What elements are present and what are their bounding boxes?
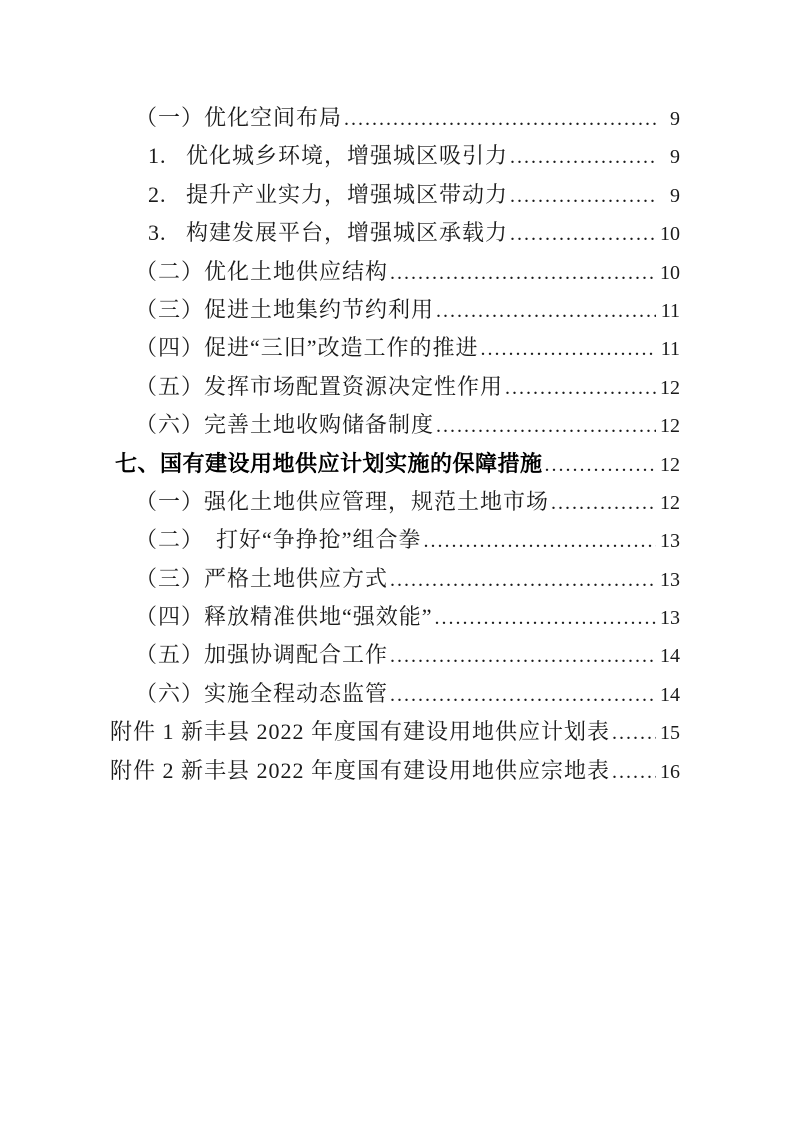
toc-dot-leader (434, 292, 656, 330)
toc-entry-title: （三）促进土地集约节约利用 (135, 296, 435, 322)
toc-dot-leader (508, 177, 656, 215)
toc-entry[interactable] (110, 329, 680, 367)
toc-entry[interactable] (110, 560, 680, 598)
toc-dot-leader (388, 637, 656, 675)
toc-entry[interactable] (110, 214, 680, 252)
toc-dot-leader (388, 561, 656, 599)
toc-entry-title: （一）优化空间布局 (135, 105, 343, 130)
toc-entry-page-number: 12 (660, 415, 680, 438)
toc-entry[interactable] (110, 636, 680, 674)
toc-entry[interactable] (110, 713, 680, 751)
toc-dot-leader (388, 676, 656, 714)
toc-entry-title: （五）发挥市场配置资源决定性作用 (135, 373, 504, 399)
toc-entry-title: （三）严格土地供应方式 (135, 565, 389, 591)
toc-entry[interactable] (110, 675, 680, 713)
toc-entry-page-number: 14 (660, 683, 680, 706)
toc-entry-title: 附件 2 新丰县 2022 年度国有建设用地供应宗地表 (110, 757, 611, 783)
toc-entry-page-number: 12 (660, 376, 680, 399)
toc-entry-page-number: 11 (660, 299, 680, 322)
toc-entry[interactable] (110, 445, 680, 483)
toc-entry-title: 七、国有建设用地供应计划实施的保障措施 (115, 450, 543, 476)
toc-entry-page-number: 15 (660, 722, 680, 745)
toc-entry-page-number: 13 (660, 530, 680, 553)
toc-entry-page-number: 13 (660, 568, 680, 591)
toc-entry[interactable] (110, 406, 680, 444)
toc-entry-title: 1. 优化城乡环境，增强城区吸引力 (148, 143, 509, 169)
toc-entry-title: 附件 1 新丰县 2022 年度国有建设用地供应计划表 (110, 719, 611, 745)
toc-entry-title: 3. 构建发展平台，增强城区承载力 (148, 220, 509, 246)
toc-entry-title: （二） 打好“争挣抢”组合拳 (135, 527, 422, 553)
toc-dot-leader (610, 753, 656, 791)
toc-dot-leader (422, 522, 656, 560)
toc-entry-page-number: 9 (670, 146, 680, 169)
toc-dot-leader (433, 599, 656, 637)
toc-entry-title: （二）优化土地供应结构 (135, 258, 389, 284)
toc-entry[interactable] (110, 521, 680, 559)
toc-entry[interactable] (110, 253, 680, 291)
toc-entry[interactable] (110, 368, 680, 406)
toc-entry-title: （一）强化土地供应管理，规范土地市场 (135, 488, 550, 514)
toc-entry-page-number: 12 (660, 453, 680, 476)
toc-dot-leader (549, 484, 656, 522)
toc-dot-leader (479, 330, 656, 368)
toc-dot-leader (434, 407, 656, 445)
toc-entry-page-number: 11 (660, 338, 680, 361)
toc-entry[interactable] (110, 176, 680, 214)
toc-dot-leader (610, 714, 656, 752)
toc-entry-page-number: 9 (670, 108, 680, 130)
toc-entry-page-number: 13 (660, 607, 680, 630)
toc-dot-leader (543, 446, 656, 484)
toc-entry-title: （四）释放精准供地“强效能” (135, 604, 433, 630)
toc-entry-title: （四）促进“三旧”改造工作的推进 (135, 335, 479, 361)
toc-entry[interactable] (110, 137, 680, 175)
toc-entry-title: （六）完善土地收购储备制度 (135, 412, 435, 438)
toc-entry-page-number: 10 (660, 223, 680, 246)
toc-entry-page-number: 14 (660, 645, 680, 668)
toc-entry[interactable] (110, 483, 680, 521)
toc-entry-title: 2. 提升产业实力，增强城区带动力 (148, 181, 509, 207)
toc-entry-page-number: 9 (670, 184, 680, 207)
toc-entry-title: （六）实施全程动态监管 (135, 680, 389, 706)
toc-entry[interactable] (110, 291, 680, 329)
toc-dot-leader (508, 138, 656, 176)
toc-entry-title: （五）加强协调配合工作 (135, 642, 389, 668)
toc-entry-page-number: 12 (660, 491, 680, 514)
toc-entry[interactable] (110, 99, 680, 137)
toc-entry[interactable] (110, 752, 680, 790)
table-of-contents (110, 99, 680, 790)
toc-entry[interactable] (110, 598, 680, 636)
toc-dot-leader (388, 254, 656, 292)
toc-dot-leader (342, 100, 656, 138)
toc-entry-page-number: 10 (660, 261, 680, 284)
toc-entry-page-number: 16 (660, 760, 680, 783)
toc-dot-leader (503, 369, 656, 407)
toc-dot-leader (508, 215, 656, 253)
